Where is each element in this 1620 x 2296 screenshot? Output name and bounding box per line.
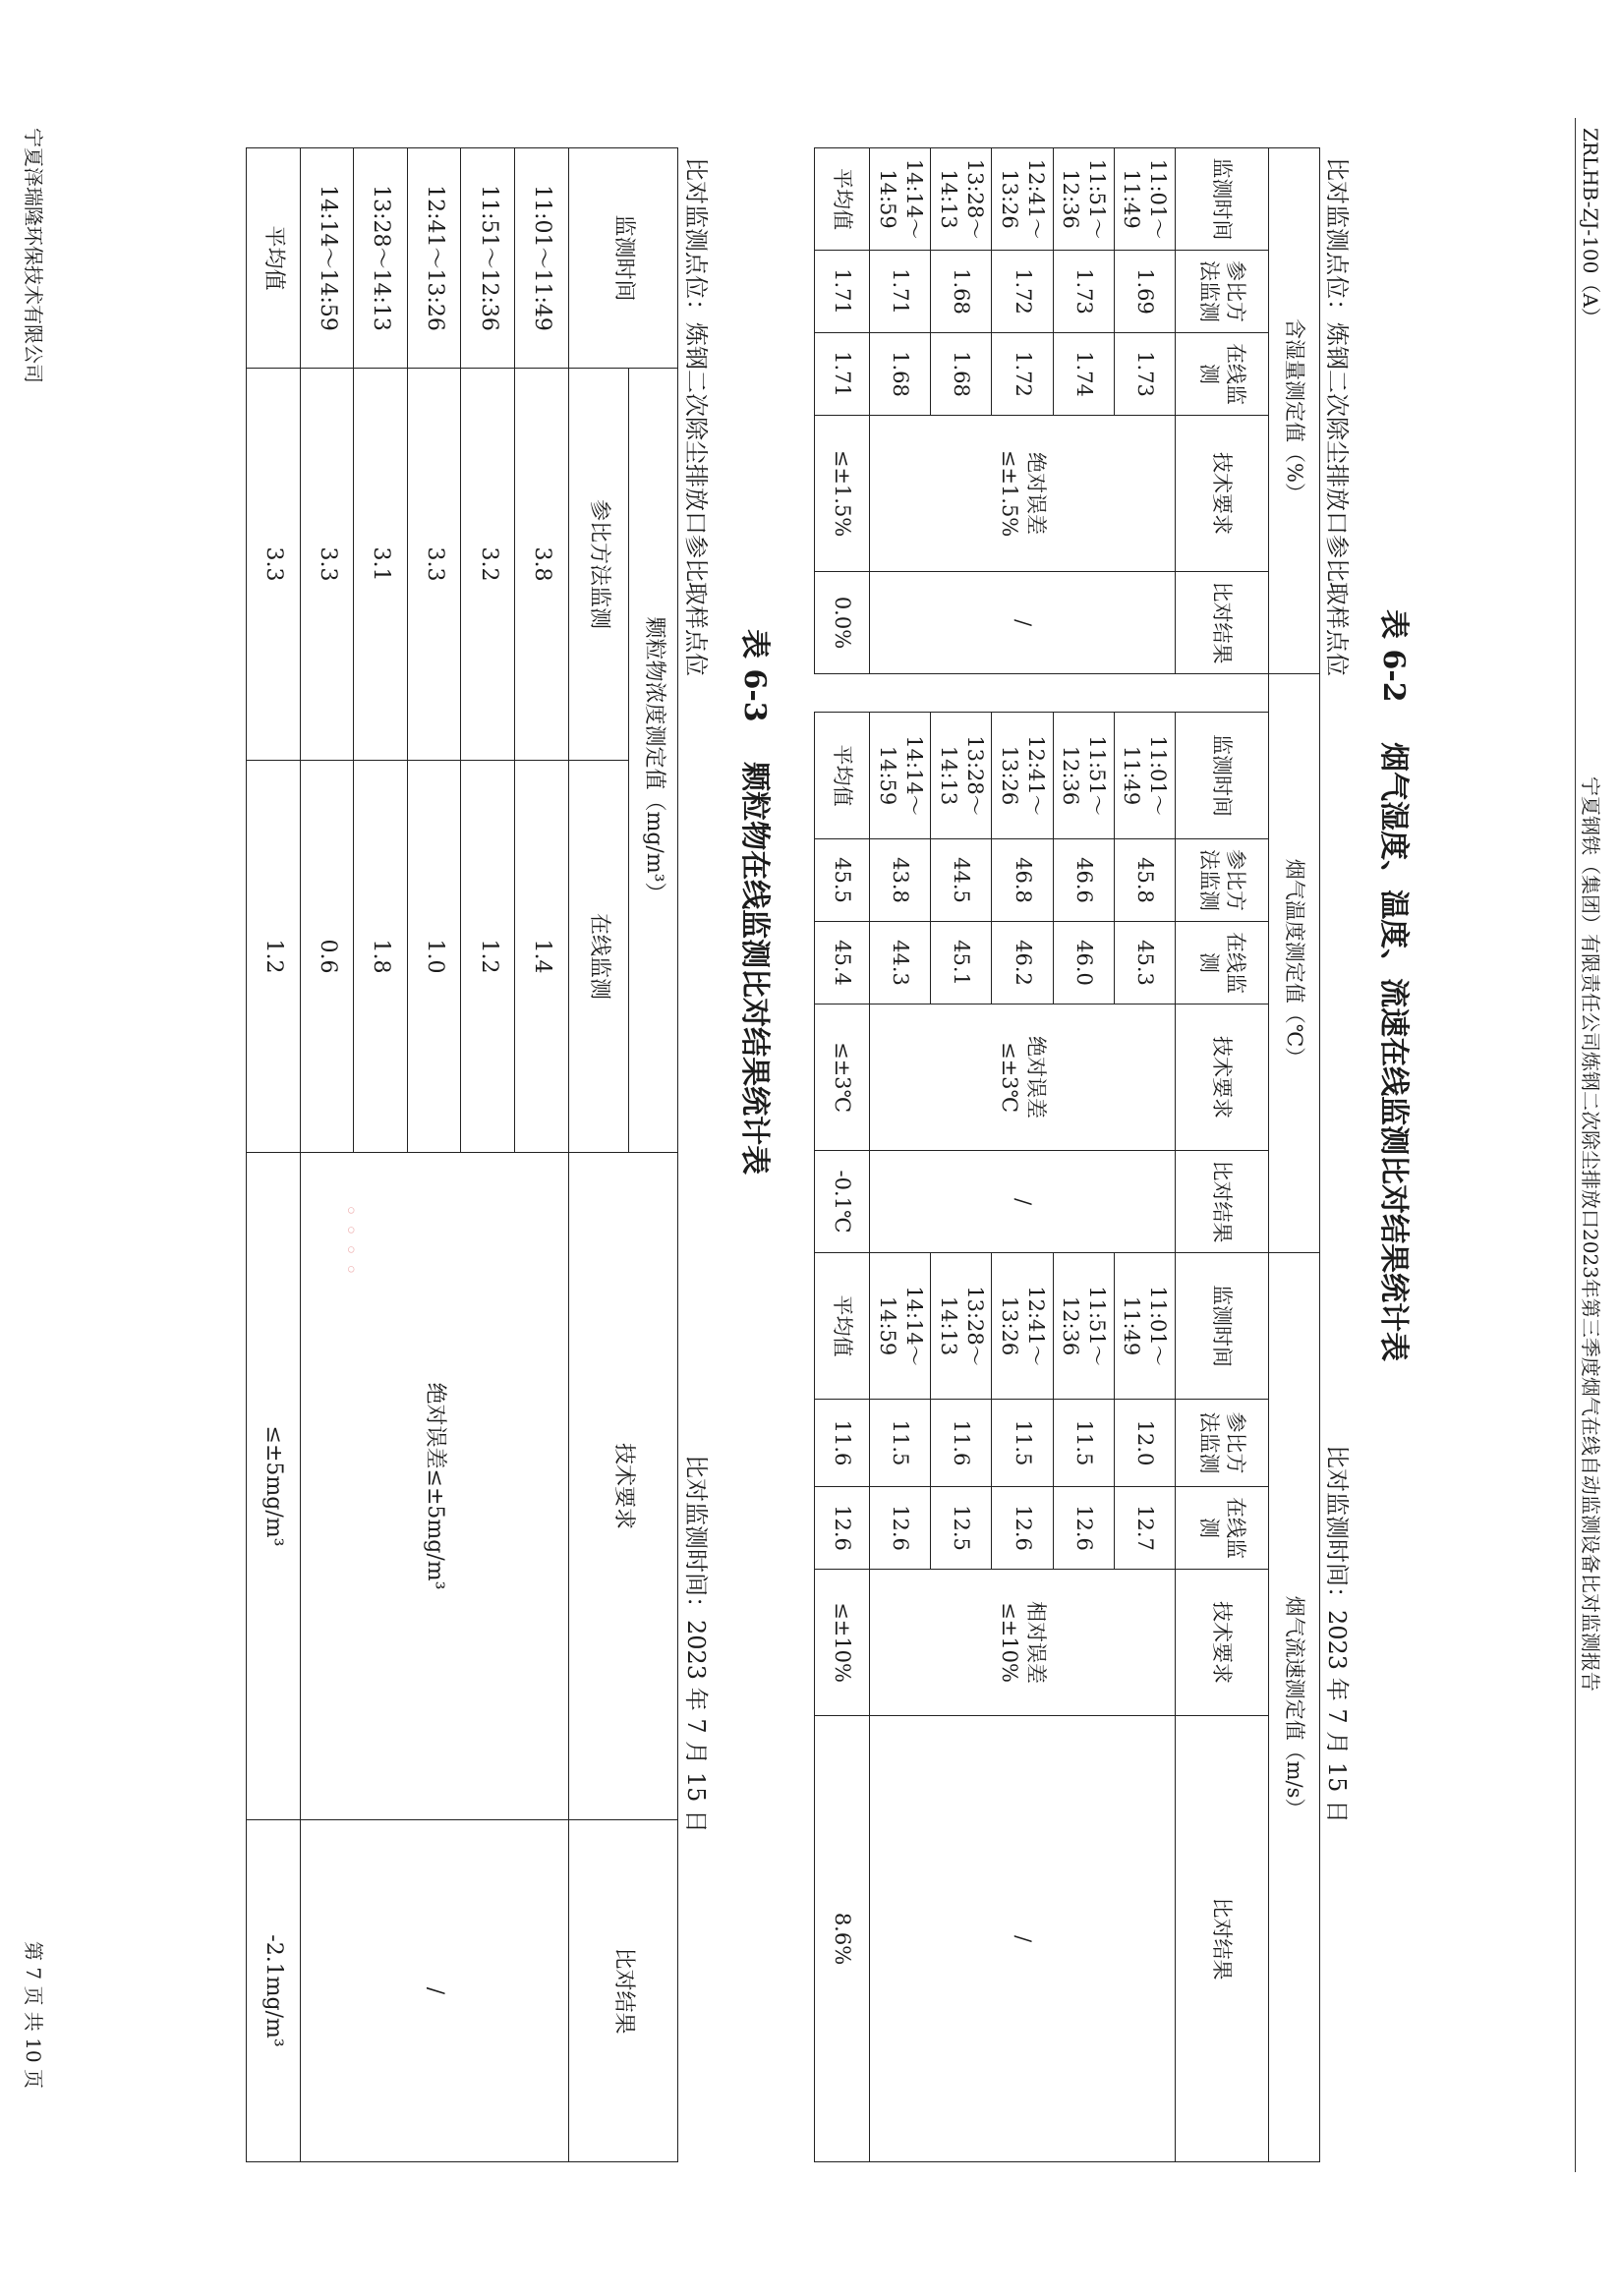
time-cell: 12:41～13:26 <box>992 148 1053 251</box>
col-ref: 参比方法监测 <box>1175 1400 1268 1487</box>
col-time: 监测时间 <box>1175 148 1268 251</box>
col-online: 在线监测 <box>1175 333 1268 416</box>
velocity-online: 12.7 <box>1114 1487 1175 1570</box>
col-result: 比对结果 <box>1175 572 1268 674</box>
particulate-avg-online: 1.2 <box>247 761 301 1153</box>
particulate-online: 1.2 <box>461 761 515 1153</box>
report-title: 宁夏钢铁（集团）有限责任公司炼钢二次除尘排放口2023年第三季度烟气在线自动监测设备比对监测报告 <box>1579 776 1602 1692</box>
col-ref: 参比方法监测 <box>1175 839 1268 922</box>
doc-code: ZRLHB-ZJ-100（A） <box>1579 128 1602 327</box>
table-row <box>1114 148 1175 2162</box>
col-time: 监测时间 <box>1175 1253 1268 1400</box>
col-result: 比对结果 <box>1175 1716 1268 2162</box>
particulate-avg-ref: 3.3 <box>247 369 301 761</box>
temperature-avg-req: ≤±3℃ <box>815 1004 870 1151</box>
time-cell: 13:28～14:13 <box>931 713 992 839</box>
humidity-ref: 1.69 <box>1114 251 1175 333</box>
avg-label: 平均值 <box>247 148 301 369</box>
time-cell: 11:51～12:36 <box>1053 148 1114 251</box>
velocity-online: 12.6 <box>992 1487 1053 1570</box>
average-row <box>815 148 870 2162</box>
temperature-ref: 43.8 <box>870 839 931 922</box>
velocity-ref: 12.0 <box>1114 1400 1175 1487</box>
humidity-avg-ref: 1.71 <box>815 251 870 333</box>
humidity-online: 1.73 <box>1114 333 1175 416</box>
table63-caption: 表 6-3 颗粒物在线监测比对结果统计表 <box>737 629 772 1176</box>
header-rule <box>1575 118 1576 2172</box>
table62-caption: 表 6-2 烟气湿度、温度、流速在线监测比对结果统计表 <box>1376 609 1411 1362</box>
particulate-ref: 3.3 <box>300 369 354 761</box>
temperature-avg-result: -0.1℃ <box>815 1151 870 1253</box>
time-cell: 14:14～14:59 <box>300 148 354 369</box>
particulate-online: 1.0 <box>407 761 461 1153</box>
humidity-online: 1.72 <box>992 333 1053 416</box>
time-cell: 14:14～14:59 <box>870 148 931 251</box>
time-cell: 11:01～11:49 <box>515 148 569 369</box>
temperature-ref: 46.6 <box>1053 839 1114 922</box>
col-ref: 参比方法监测 <box>1175 251 1268 333</box>
company-name: 宁夏泽瑞隆环保技术有限公司 <box>22 128 45 383</box>
humidity-ref: 1.71 <box>870 251 931 333</box>
col-online: 在线监测 <box>568 761 628 1153</box>
temperature-ref: 45.8 <box>1114 839 1175 922</box>
humidity-result: / <box>870 572 1176 674</box>
humidity-avg-online: 1.71 <box>815 333 870 416</box>
temperature-ref: 46.8 <box>992 839 1053 922</box>
time-cell: 14:14～14:59 <box>870 713 931 839</box>
particulate-req: 绝对误差≤±5mg/m³ <box>300 1153 568 1820</box>
velocity-online: 12.6 <box>870 1487 931 1570</box>
col-ref: 参比方法监测 <box>568 369 628 761</box>
time-cell: 11:01～11:49 <box>1114 1253 1175 1400</box>
col-online: 在线监测 <box>1175 922 1268 1004</box>
velocity-req: 相对误差≤±10% <box>870 1570 1176 1716</box>
col-req: 技术要求 <box>568 1153 677 1820</box>
table-row <box>515 148 569 2162</box>
humidity-online: 1.68 <box>931 333 992 416</box>
table62-site: 比对监测点位：炼钢二次除尘排放口参比取样点位 <box>1323 157 1351 676</box>
col-time: 监测时间 <box>1175 713 1268 839</box>
particulate-result: / <box>300 1820 568 2162</box>
group-velocity: 烟气流速测定值（m/s） <box>1268 1253 1319 2162</box>
avg-label: 平均值 <box>815 1253 870 1400</box>
table62 <box>814 147 1320 2162</box>
temperature-avg-ref: 45.5 <box>815 839 870 922</box>
col-result: 比对结果 <box>568 1820 677 2162</box>
velocity-avg-online: 12.6 <box>815 1487 870 1570</box>
humidity-avg-req: ≤±1.5% <box>815 416 870 572</box>
avg-label: 平均值 <box>815 713 870 839</box>
humidity-req: 绝对误差≤±1.5% <box>870 416 1176 572</box>
group-temperature: 烟气温度测定值（℃） <box>1268 674 1319 1253</box>
avg-label: 平均值 <box>815 148 870 251</box>
particulate-ref: 3.1 <box>354 369 408 761</box>
time-cell: 12:41～13:26 <box>407 148 461 369</box>
time-cell: 14:14～14:59 <box>870 1253 931 1400</box>
velocity-result: / <box>870 1716 1176 2162</box>
time-cell: 13:28～14:13 <box>931 1253 992 1400</box>
table62-date: 比对监测时间：2023 年 7 月 15 日 <box>1323 1445 1351 1824</box>
col-online: 在线监测 <box>1175 1487 1268 1570</box>
spacer <box>815 674 1176 713</box>
time-cell: 12:41～13:26 <box>992 713 1053 839</box>
table63 <box>246 147 678 2162</box>
col-result: 比对结果 <box>1175 1151 1268 1253</box>
humidity-ref: 1.73 <box>1053 251 1114 333</box>
velocity-ref: 11.5 <box>992 1400 1053 1487</box>
time-cell: 11:01～11:49 <box>1114 148 1175 251</box>
time-cell: 11:51～12:36 <box>1053 1253 1114 1400</box>
temperature-req: 绝对误差≤±3℃ <box>870 1004 1176 1151</box>
time-cell: 11:51～12:36 <box>1053 713 1114 839</box>
table63-date: 比对监测时间：2023 年 7 月 15 日 <box>682 1455 710 1834</box>
group-particulate: 颗粒物浓度测定值（mg/m³） <box>628 369 677 1153</box>
col-req: 技术要求 <box>1175 1570 1268 1716</box>
temperature-online: 46.0 <box>1053 922 1114 1004</box>
time-cell: 11:51～12:36 <box>461 148 515 369</box>
particulate-avg-req: ≤±5mg/m³ <box>247 1153 301 1820</box>
particulate-ref: 3.2 <box>461 369 515 761</box>
time-cell: 13:28～14:13 <box>931 148 992 251</box>
col-req: 技术要求 <box>1175 416 1268 572</box>
velocity-ref: 11.6 <box>931 1400 992 1487</box>
particulate-avg-result: -2.1mg/m³ <box>247 1820 301 2162</box>
velocity-avg-ref: 11.6 <box>815 1400 870 1487</box>
temperature-online: 44.3 <box>870 922 931 1004</box>
time-cell: 13:28～14:13 <box>354 148 408 369</box>
table63-site: 比对监测点位：炼钢二次除尘排放口参比取样点位 <box>682 157 710 676</box>
velocity-avg-result: 8.6% <box>815 1716 870 2162</box>
col-time: 监测时间 <box>568 148 677 369</box>
group-humidity: 含湿量测定值（%） <box>1268 148 1319 674</box>
temperature-avg-online: 45.4 <box>815 922 870 1004</box>
particulate-online: 1.8 <box>354 761 408 1153</box>
page-number: 第 7 页 共 10 页 <box>22 1941 45 2089</box>
temperature-online: 46.2 <box>992 922 1053 1004</box>
temperature-ref: 44.5 <box>931 839 992 922</box>
spacer <box>1175 674 1268 713</box>
col-req: 技术要求 <box>1175 1004 1268 1151</box>
humidity-online: 1.74 <box>1053 333 1114 416</box>
velocity-ref: 11.5 <box>870 1400 931 1487</box>
temperature-online: 45.3 <box>1114 922 1175 1004</box>
velocity-avg-req: ≤±10% <box>815 1570 870 1716</box>
particulate-ref: 3.3 <box>407 369 461 761</box>
humidity-ref: 1.72 <box>992 251 1053 333</box>
stamp-trace: ◦ ◦ ◦ ◦ <box>337 1204 362 1276</box>
particulate-online: 1.4 <box>515 761 569 1153</box>
velocity-ref: 11.5 <box>1053 1400 1114 1487</box>
velocity-online: 12.5 <box>931 1487 992 1570</box>
particulate-online: 0.6 <box>300 761 354 1153</box>
temperature-result: / <box>870 1151 1176 1253</box>
particulate-ref: 3.8 <box>515 369 569 761</box>
time-cell: 11:01～11:49 <box>1114 713 1175 839</box>
humidity-avg-result: 0.0% <box>815 572 870 674</box>
time-cell: 12:41～13:26 <box>992 1253 1053 1400</box>
average-row <box>247 148 301 2162</box>
humidity-online: 1.68 <box>870 333 931 416</box>
humidity-ref: 1.68 <box>931 251 992 333</box>
velocity-online: 12.6 <box>1053 1487 1114 1570</box>
temperature-online: 45.1 <box>931 922 992 1004</box>
